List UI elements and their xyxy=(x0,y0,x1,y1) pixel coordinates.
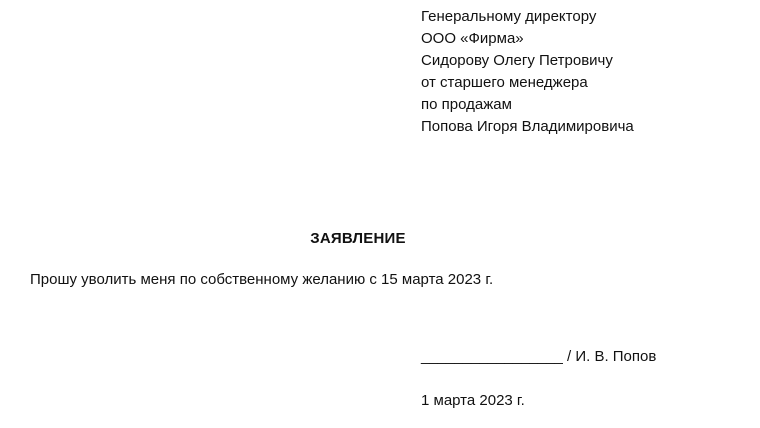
signature-line: _________________ / И. В. Попов xyxy=(421,348,657,365)
addressee-line-department: по продажам xyxy=(421,96,512,113)
addressee-block xyxy=(421,6,634,138)
addressee-line-director-name: Сидорову Олегу Петровичу xyxy=(421,52,613,69)
document-title: ЗАЯВЛЕНИЕ xyxy=(310,230,406,247)
addressee-line-company: ООО «Фирма» xyxy=(421,30,524,47)
document-body: Прошу уволить меня по собственному желанию с 15 марта 2023 г. xyxy=(30,271,494,288)
addressee-line-from-position: от старшего менеджера xyxy=(421,74,588,91)
addressee-line-position: Генеральному директору xyxy=(421,8,597,25)
addressee-line-applicant-name: Попова Игоря Владимировича xyxy=(421,118,634,135)
document-date: 1 марта 2023 г. xyxy=(421,392,525,409)
